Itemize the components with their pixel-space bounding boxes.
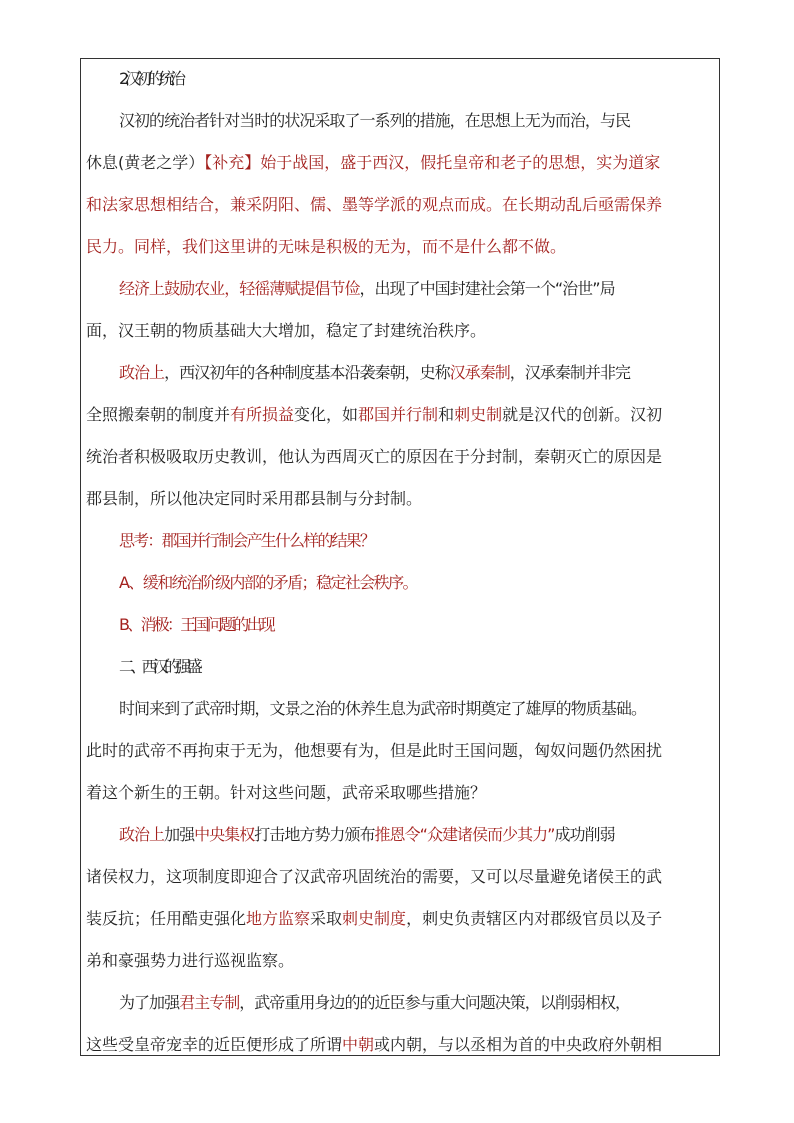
highlight-text: 郡国并行制 xyxy=(358,405,439,424)
body-text: 诸侯权力，这项制度即迎合了汉武帝巩固统治的需要，又可以尽量避免诸侯王的武 xyxy=(86,867,663,886)
body-text: 2.汉初的统治 xyxy=(119,69,182,88)
body-text: 采取 xyxy=(310,909,343,928)
text-line xyxy=(86,447,716,467)
body-text: 二、西汉的强盛 xyxy=(119,657,199,676)
body-text: 打击地方势力颁布 xyxy=(254,825,375,844)
text-line xyxy=(86,237,716,257)
highlight-text: 政治上 xyxy=(119,825,165,844)
text-line xyxy=(119,657,749,677)
body-text: 统治者积极吸取历史教训，他认为西周灭亡的原因在于分封制，秦朝灭亡的原因是 xyxy=(86,447,663,466)
body-text: ，武帝重用身边的的近臣参与重大问题决策，以削弱相权， xyxy=(239,993,631,1012)
text-line xyxy=(86,1035,716,1055)
highlight-text: 经济上鼓励农业，轻徭薄赋提倡节俭 xyxy=(119,279,360,298)
text-line xyxy=(119,111,749,131)
text-line xyxy=(119,615,749,635)
body-text: 变化，如 xyxy=(294,405,359,424)
body-text: 休息(黄老之学） xyxy=(86,153,205,172)
body-text: 着这个新生的王朝。针对这些问题，武帝采取哪些措施？ xyxy=(86,783,487,802)
body-text: 此时的武帝不再拘束于无为，他想要有为，但是此时王国问题，匈奴问题仍然困扰 xyxy=(86,741,663,760)
text-line xyxy=(86,909,716,929)
body-text: 装反抗；任用酷吏强化 xyxy=(86,909,247,928)
body-text: 面，汉王朝的物质基础大大增加，稳定了封建统治秩序。 xyxy=(86,321,487,340)
body-text: 和 xyxy=(438,405,455,424)
text-line xyxy=(119,279,749,299)
text-line xyxy=(119,531,749,551)
highlight-text: 政治上 xyxy=(119,363,165,382)
text-line xyxy=(86,783,716,803)
body-text: 时间来到了武帝时期，文景之治的休养生息为武帝时期奠定了雄厚的物质基础。 xyxy=(119,699,647,718)
body-text: 为了加强 xyxy=(119,993,180,1012)
text-line xyxy=(119,825,749,845)
highlight-text: 中朝 xyxy=(342,1035,375,1054)
text-line xyxy=(86,405,716,425)
highlight-text: 君主专制 xyxy=(179,993,240,1012)
text-line xyxy=(119,993,749,1013)
highlight-text: 中央集权 xyxy=(194,825,255,844)
text-line xyxy=(119,69,749,89)
highlight-text: 推恩令 xyxy=(374,825,420,844)
text-line xyxy=(86,951,716,971)
text-line xyxy=(86,195,716,215)
text-line xyxy=(86,867,716,887)
highlight-text: 民力。同样，我们这里讲的无味是积极的无为，而不是什么都不做。 xyxy=(86,237,567,256)
body-text: 这些受皇帝宠幸的近臣便形成了所谓 xyxy=(86,1035,343,1054)
text-line xyxy=(86,321,716,341)
highlight-text: 【补充】始于战国，盛于西汉，假托皇帝和老子的思想，实为道家 xyxy=(204,153,661,172)
highlight-text: 刺史制 xyxy=(454,405,503,424)
body-text: ，刺史负责辖区内对郡级官员以及子 xyxy=(406,909,663,928)
highlight-text: 有所损益 xyxy=(230,405,295,424)
text-line xyxy=(119,699,749,719)
highlight-text: 地方监察 xyxy=(246,909,311,928)
text-line xyxy=(86,741,716,761)
body-text: ，汉承秦制并非完 xyxy=(509,363,631,382)
highlight-text: 汉承秦制 xyxy=(449,363,510,382)
body-text: 汉初的统治者针对当时的状况采取了一系列的措施，在思想上无为而治，与民 xyxy=(119,111,631,130)
body-text: 或内朝，与以丞相为首的中央政府外朝相 xyxy=(374,1035,663,1054)
highlight-text: B、消极：王国问题的出现 xyxy=(119,615,273,634)
body-text: 弟和豪强势力进行巡视监察。 xyxy=(86,951,295,970)
body-text: 郡县制，所以他决定同时采用郡县制与分封制。 xyxy=(86,489,423,508)
text-line xyxy=(119,573,749,593)
body-text: 加强 xyxy=(164,825,195,844)
body-text: 成功削弱 xyxy=(554,825,615,844)
highlight-text: 思考：郡国并行制会产生什么样的结果？ xyxy=(119,531,375,550)
body-text: 就是汉代的创新。汉初 xyxy=(502,405,663,424)
body-text: ，出现了中国封建社会第一个“治世”局 xyxy=(359,279,615,298)
highlight-text: 刺史制度 xyxy=(342,909,407,928)
body-text: 全照搬秦朝的制度并 xyxy=(86,405,231,424)
text-line xyxy=(86,489,716,509)
text-line xyxy=(86,153,716,173)
highlight-text: 和法家思想相结合，兼采阴阳、儒、墨等学派的观点而成。在长期动乱后亟需保养 xyxy=(86,195,663,214)
body-text: ，西汉初年的各种制度基本沿袭秦朝，史称 xyxy=(164,363,450,382)
highlight-text: “众建诸侯而少其力” xyxy=(419,825,555,844)
text-line xyxy=(119,363,749,383)
highlight-text: A、缓和统治阶级内部的矛盾；稳定社会秩序。 xyxy=(119,573,417,592)
